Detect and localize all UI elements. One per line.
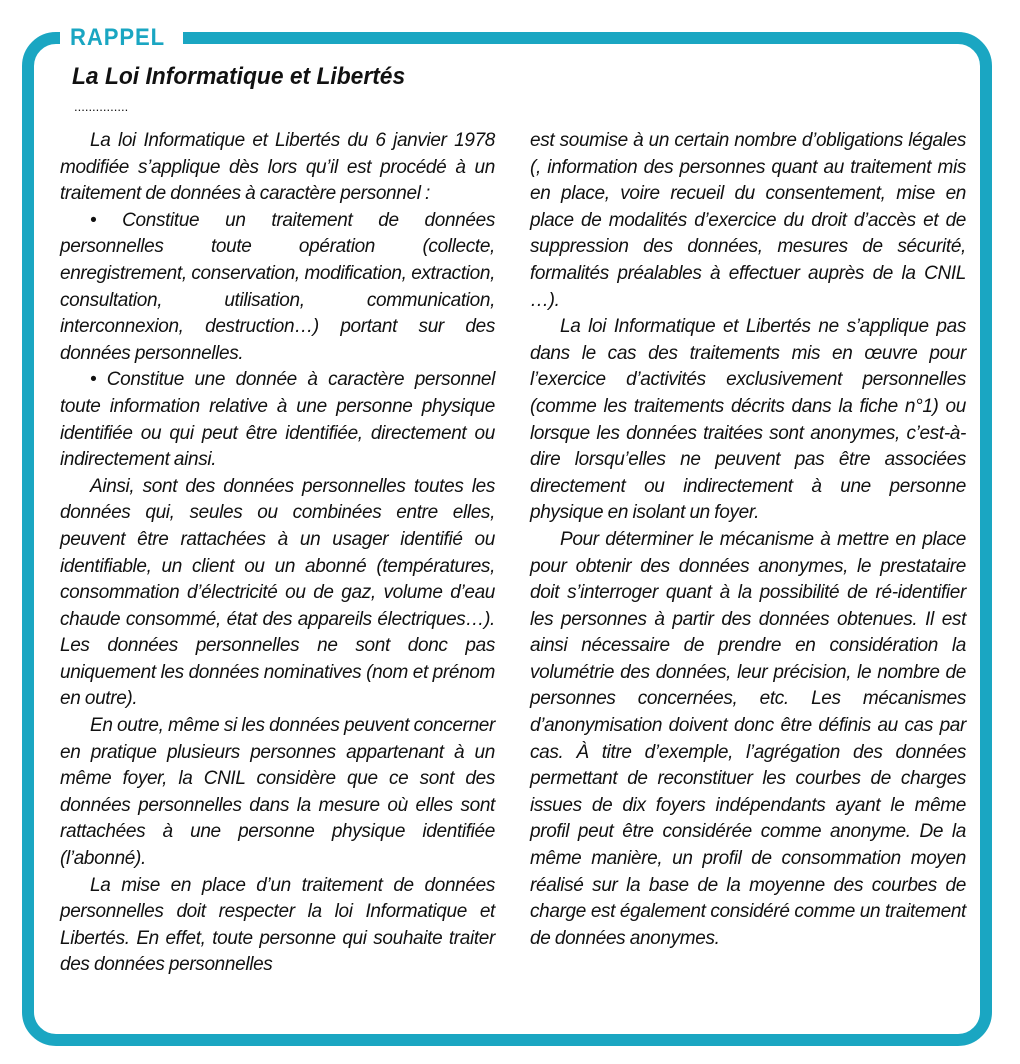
left-column (60, 128, 495, 979)
title-dotted-rule: ............... (74, 99, 129, 114)
paragraph-bullet-donnee: • Constitue une donnée à caractère personnel toute information relative à une personne physique identifiée ou qui peut être identifiée, directement ou indirectement ainsi. (60, 369, 495, 471)
paragraph-mise-en-place: La mise en place d’un traitement de données personnelles doit respecter la loi Informatique et Libertés. En effet, toute personne qui souhaite traiter des données personnelles (60, 874, 495, 976)
paragraph-obligations-continued: est soumise à un certain nombre d’obligations légales (, information des personnes quant au traitement mis en place, voire recueil du consentement, mise en place de modalités d’exercice du droit d’accès et de suppression des données, mesures de sécurité, formalités préalables à effectuer auprès de la CNIL …). (530, 130, 966, 311)
paragraph-intro: La loi Informatique et Libertés du 6 janvier 1978 modifiée s’applique dès lors qu’il est procédé à un traitement de données à caractère personnel : (60, 130, 495, 205)
paragraph-exclusions: La loi Informatique et Libertés ne s’applique pas dans le cas des traitements mis en œuvre pour l’exercice d’activités exclusivement personnelles (comme les traitements décrits dans la fiche n°1) ou lorsque les données traitées sont anonymes, c’est-à-dire lorsqu’elles ne peuvent pas être associées directement ou indirectement à une personne physique en isolant un foyer. (530, 316, 966, 524)
paragraph-en-outre: En outre, même si les données peuvent concerner en pratique plusieurs personnes appartenant à un même foyer, la CNIL considère que ce sont des données personnelles dans la mesure où elles sont rattachées à une personne physique identifiée (l’abonné). (60, 715, 495, 870)
paragraph-anonymisation: Pour déterminer le mécanisme à mettre en place pour obtenir des données anonymes, le prestataire doit s’interroger quant à la possibilité de ré-identifier les personnes à partir des données obtenues. Il est ainsi nécessaire de prendre en considération la volumétrie des données, leur précision, le nombre de personnes concernées, etc. Les mécanismes d’anonymisation doivent donc être définis au cas par cas. À titre d’exemple, l’agrégation des données permettant de reconstituer les courbes de charges issues de dix foyers indépendants ayant le même profil peut être considérée comme anonyme. De la même manière, un profil de consommation moyen réalisé sur la base de la moyenne des courbes de charge est également considéré comme un traitement de données anonymes. (530, 528, 966, 949)
box-title: La Loi Informatique et Libertés (72, 63, 406, 90)
rappel-tag: RAPPEL (70, 24, 166, 51)
rappel-tag-container (60, 20, 183, 56)
right-column (530, 128, 966, 952)
paragraph-bullet-traitement: • Constitue un traitement de données personnelles toute opération (collecte, enregistrement, conservation, modification, extraction, consultation, utilisation, communication, interconnexion, destruction…) portant sur des données personnelles. (60, 209, 495, 364)
paragraph-ainsi: Ainsi, sont des données personnelles toutes les données qui, seules ou combinées entre elles, peuvent être rattachées à un usager identifié ou identifiable, un client ou un abonné (températures, consommation d’électricité ou de gaz, volume d’eau chaude consommé, état des appareils électriques…). Les données personnelles ne sont donc pas uniquement les données nominatives (nom et prénom en outre). (60, 475, 495, 710)
